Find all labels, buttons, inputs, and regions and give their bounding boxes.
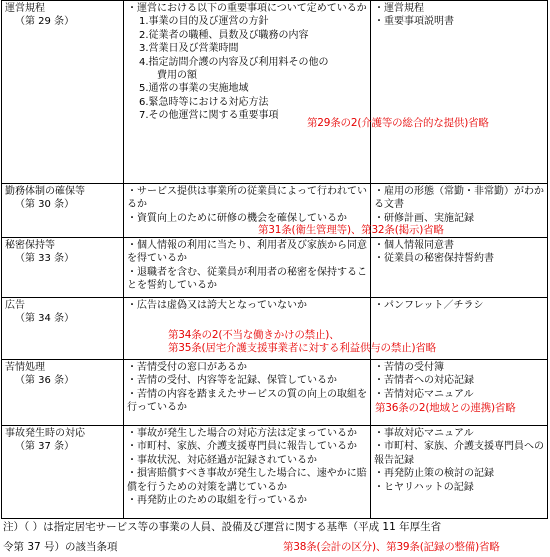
doc-item: ・ヒヤリハットの記録 (374, 481, 474, 493)
item-cell (2, 184, 124, 238)
item-cell (2, 1, 124, 184)
content-line: ・サービス提供は事業所の従業員によって行われているか (127, 186, 367, 211)
content-line: ・苦情の受付、内容等を記録、保管しているか (127, 375, 337, 387)
content-line: ・資質向上のために研修の機会を確保しているか (127, 212, 347, 224)
doc-item: ・運営規程 (374, 3, 424, 14)
sub-item: 7.その他運営に関する重要事項 (139, 110, 279, 122)
content-line: ・損害賠償すべき事故が発生した場合に、速やかに賠償を行うための対策を講じているか (127, 468, 367, 493)
doc-item: ・事故対応マニュアル (374, 428, 474, 439)
inspection-table (1, 0, 548, 519)
item-name: 事故発生時の対応 (5, 428, 85, 439)
doc-item: ・苦情対応マニュアル (374, 388, 474, 400)
sub-item: 1.事業の目的及び運営の方針 (139, 16, 269, 28)
doc-item: ・個人情報同意書 (374, 240, 454, 251)
content-line: ・個人情報の利用に当たり、利用者及び家族から同意を得ているか (127, 240, 367, 265)
item-cell (2, 360, 124, 426)
item-article: （第 33 条） (15, 253, 75, 265)
doc-item: ・雇用の形態（常勤・非常勤）がわかる文書 (374, 186, 544, 211)
doc-item: ・苦情者への対応記録 (374, 375, 474, 387)
sub-item: 2.従業者の職種、員数及び職務の内容 (139, 29, 309, 41)
doc-item: ・再発防止策の検討の記録 (374, 468, 494, 480)
footnote-line: 令第 37 号）の該当条項 (3, 541, 118, 553)
doc-item: ・苦情の受付簿 (374, 362, 444, 373)
item-name: 勤務体制の確保等 (5, 186, 85, 197)
content-cell (124, 426, 371, 519)
item-article: （第 29 条） (15, 16, 75, 28)
content-line: ・再発防止のための取組を行っているか (127, 495, 307, 507)
item-name: 秘密保持等 (5, 240, 55, 251)
content-line: ・退職者を含む、従業員が利用者の秘密を保持することを誓約しているか (127, 266, 367, 292)
docs-cell (371, 1, 548, 184)
item-name: 運営規程 (5, 3, 45, 14)
item-article: （第 36 条） (15, 375, 75, 387)
item-cell (2, 238, 124, 298)
item-cell (2, 298, 124, 360)
content-line: ・苦情受付の窓口があるか (127, 362, 247, 373)
footnote (3, 517, 543, 557)
item-article: （第 30 条） (15, 199, 75, 211)
omission-annotation: 第31条(衛生管理等)、第32条(掲示)省略 (258, 224, 444, 236)
content-cell (124, 238, 371, 298)
item-name: 広告 (5, 300, 25, 311)
content-line: ・運営における以下の重要事項について定めているか (127, 3, 367, 14)
item-article: （第 34 条） (15, 313, 75, 325)
docs-cell (371, 426, 548, 519)
omission-annotation: 第29条の2(介護等の総合的な提供)省略 (307, 117, 489, 129)
item-article: （第 37 条） (15, 441, 75, 453)
sub-item: 5.通常の事業の実施地域 (139, 83, 249, 95)
item-cell (2, 426, 124, 519)
doc-item: ・研修計画、実施記録 (374, 212, 474, 224)
sub-item: 費用の額 (157, 70, 197, 82)
doc-item: ・従業員の秘密保持誓約書 (374, 253, 494, 265)
footnote-line: 注）（ ）は指定居宅サービス等の事業の人員、設備及び運営に関する基準（平成 11 年厚生省 (3, 521, 442, 533)
omission-annotation: 第38条(会計の区分)、第39条(記録の整備)省略 (283, 541, 500, 553)
content-line: ・市町村、家族、介護支援専門員に報告しているか (127, 441, 357, 453)
omission-annotation: 第34条の2(不当な働きかけの禁止)、 (168, 329, 340, 341)
table-row (2, 426, 548, 519)
table-row (2, 360, 548, 426)
doc-item: ・パンフレット／チラシ (374, 300, 484, 311)
content-line: ・苦情の内容を踏まえたサービスの質の向上の取組を行っているか (127, 388, 367, 414)
omission-annotation: 第35条(居宅介護支援事業者に対する利益供与の禁止)省略 (168, 342, 436, 354)
sub-item: 4.指定訪問介護の内容及び利用料その他の (139, 56, 329, 68)
table-row (2, 238, 548, 298)
docs-cell (371, 238, 548, 298)
content-line: ・広告は虚偽又は誇大となっていないか (127, 300, 307, 311)
doc-item: ・重要事項説明書 (374, 16, 454, 28)
doc-item: ・市町村、家族、介護支援専門員への報告記録 (374, 441, 544, 466)
docs-cell (371, 360, 548, 426)
sub-item: 3.営業日及び営業時間 (139, 43, 239, 55)
sub-item: 6.緊急時等における対応方法 (139, 96, 269, 108)
content-cell (124, 1, 371, 184)
omission-annotation: 第36条の2(地域との連携)省略 (375, 402, 516, 414)
content-cell (124, 360, 371, 426)
content-line: ・事故状況、対応経過が記録されているか (127, 454, 317, 466)
content-line: ・事故が発生した場合の対応方法は定まっているか (127, 428, 357, 439)
table-row (2, 1, 548, 184)
item-name: 苦情処理 (5, 362, 45, 373)
